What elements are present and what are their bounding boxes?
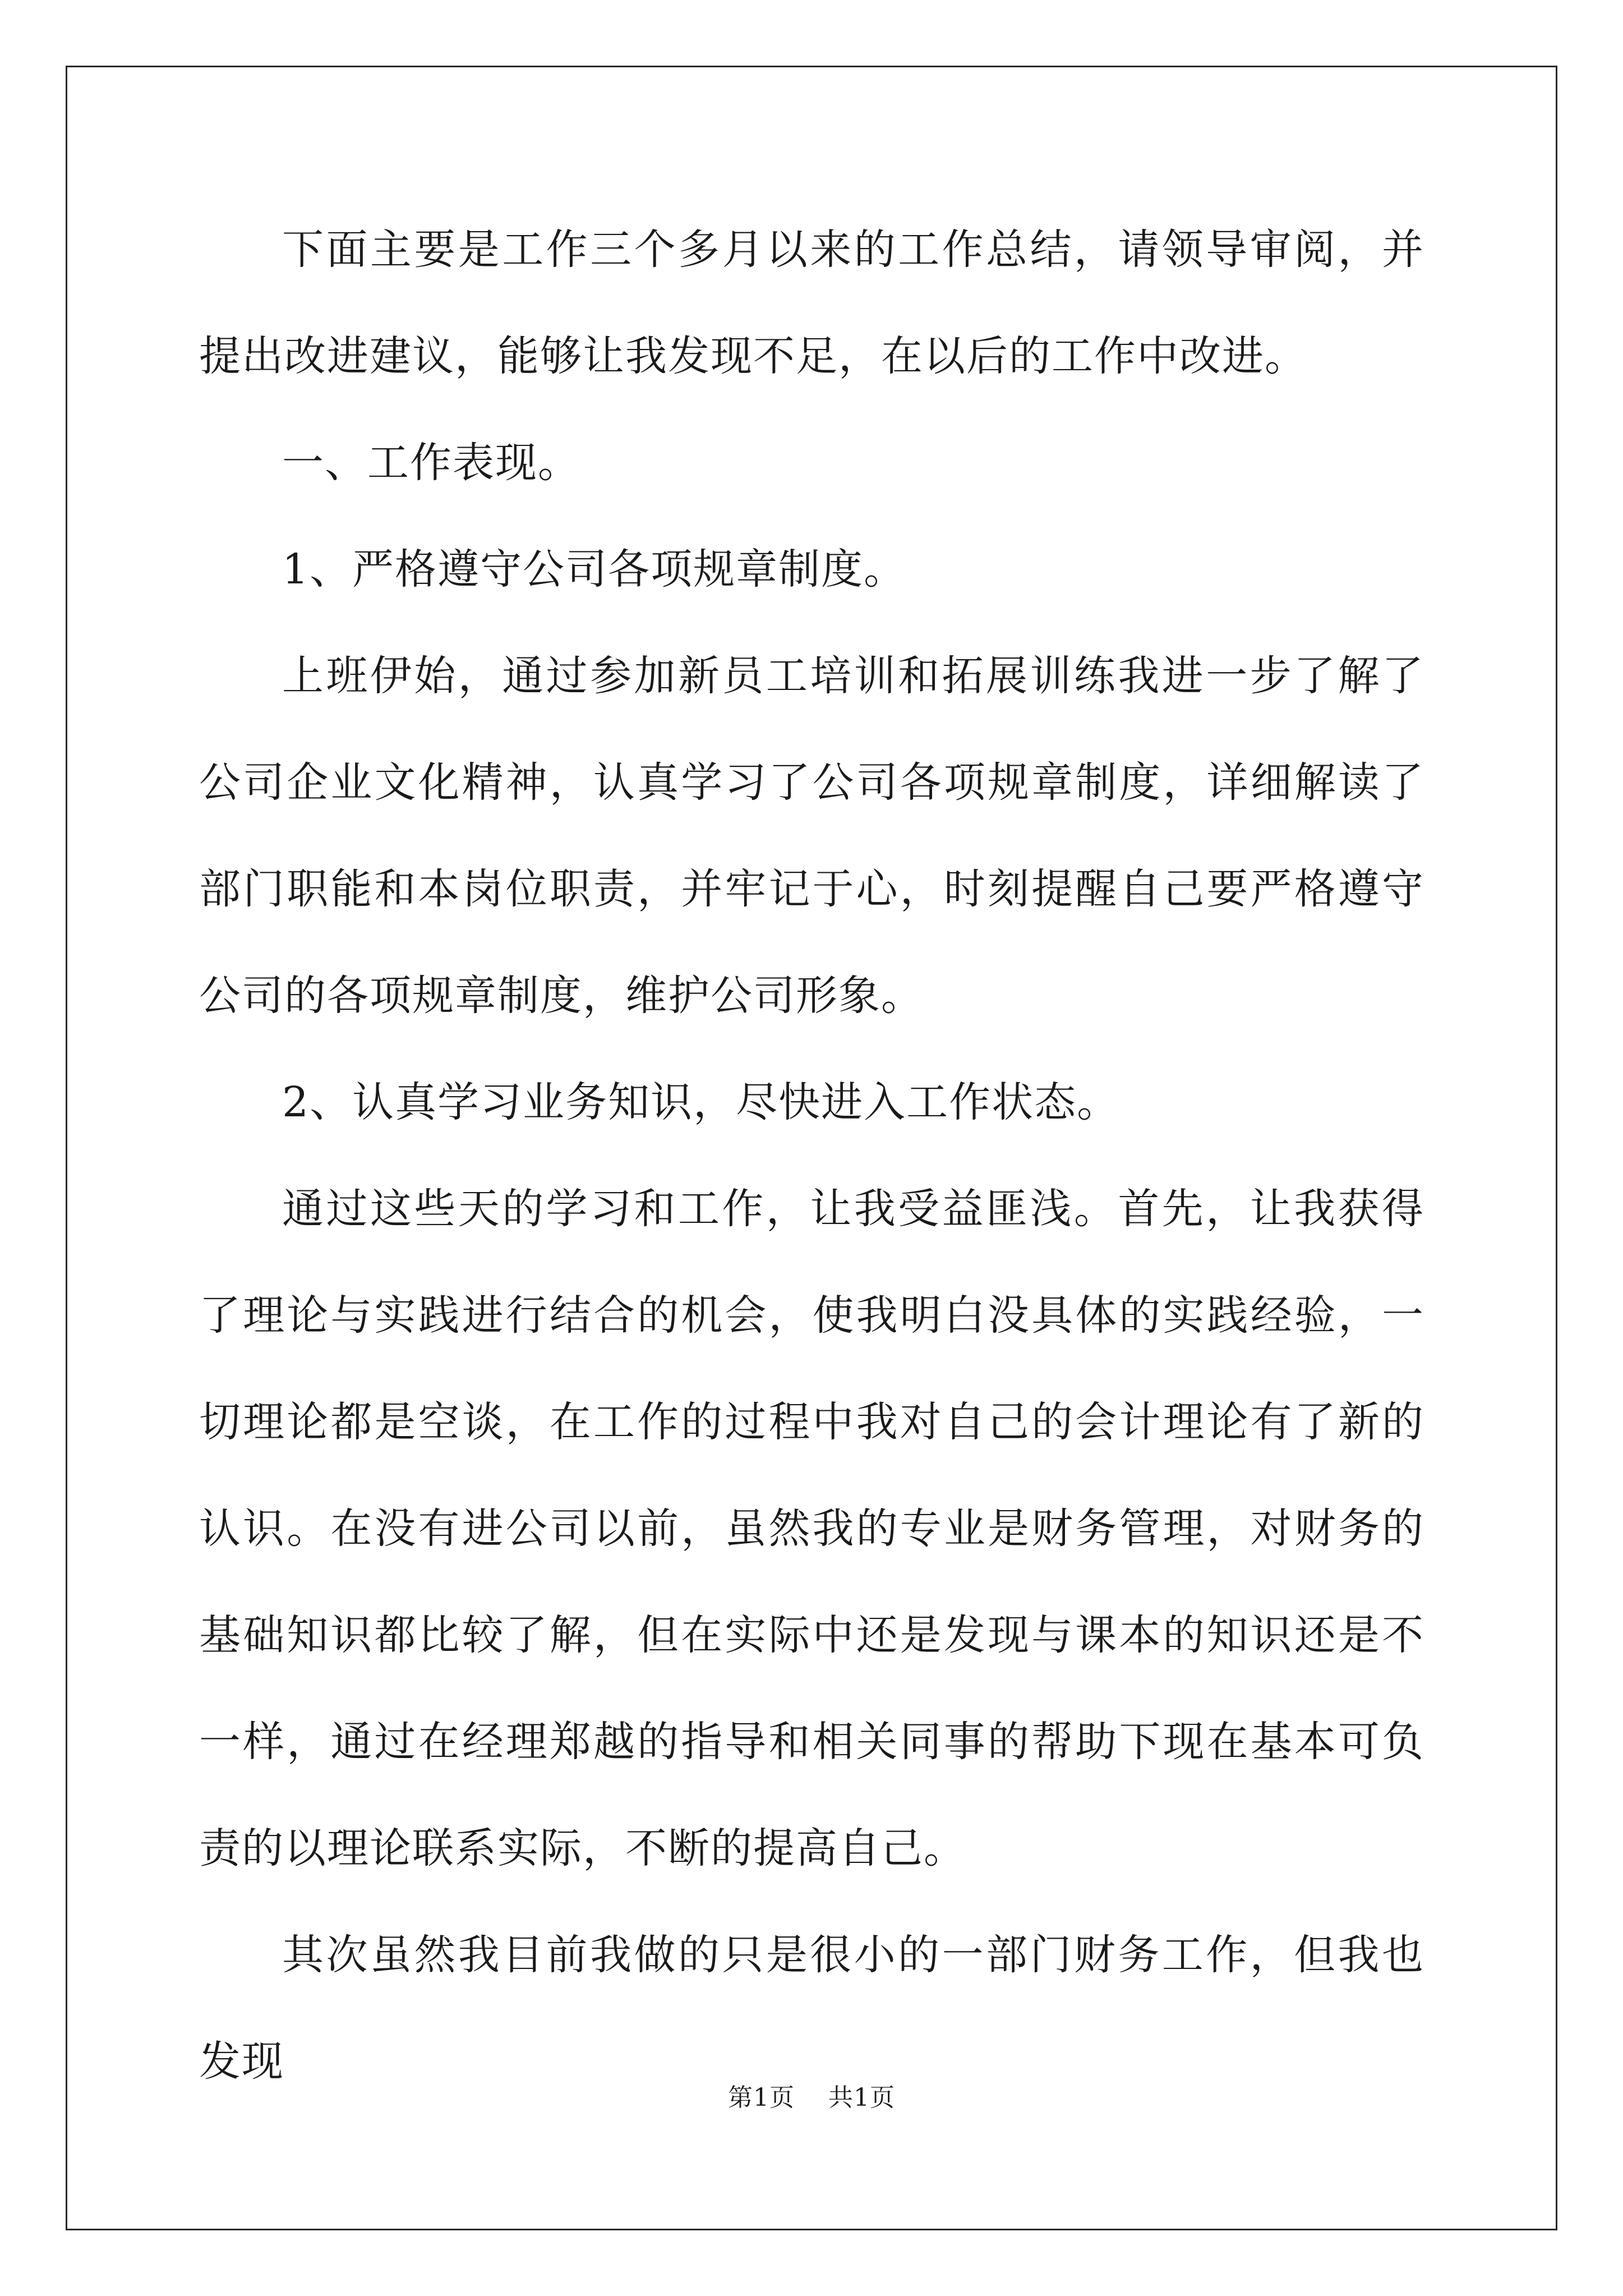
page-number-current: 第1页: [728, 2083, 795, 2112]
section-heading-work-performance: 一、工作表现。: [282, 439, 580, 487]
paragraph-learning: 通过这些天的学习和工作，让我受益匪浅。首先，让我获得了理论与实践进行结合的机会，使我明白没具体的实践经验，一切理论都是空谈，在工作的过程中我对自己的会计理论有了新的认识。在没有进公司以前，虽然我的专业是财务管理，对财务的基础知识都比较了解，但在实际中还是发现与课本的知识还是不一样，通过在经理郑越的指导和相关同事的帮助下现在基本可负责的以理论联系实际，不断的提高自己。: [199, 1185, 1424, 1872]
subheading-rules: 1、严格遵守公司各项规章制度。: [282, 545, 907, 593]
page-number-total: 共1页: [828, 2083, 895, 2112]
subheading-learning: 2、认真学习业务知识，尽快进入工作状态。: [282, 1078, 1120, 1126]
paragraph-rules: 上班伊始，通过参加新员工培训和拓展训练我进一步了解了公司企业文化精神，认真学习了公司各项规章制度，详细解读了部门职能和本岗位职责，并牢记于心，时刻提醒自己要严格遵守公司的各项规章制度，维护公司形象。: [199, 652, 1424, 1020]
page-footer: [0, 2081, 1623, 2115]
paragraph-secondly: 其次虽然我目前我做的只是很小的一部门财务工作，但我也发现: [199, 1931, 1424, 2086]
paragraph-intro: 下面主要是工作三个多月以来的工作总结，请领导审阅，并提出改进建议，能够让我发现不足，在以后的工作中改进。: [199, 226, 1424, 380]
